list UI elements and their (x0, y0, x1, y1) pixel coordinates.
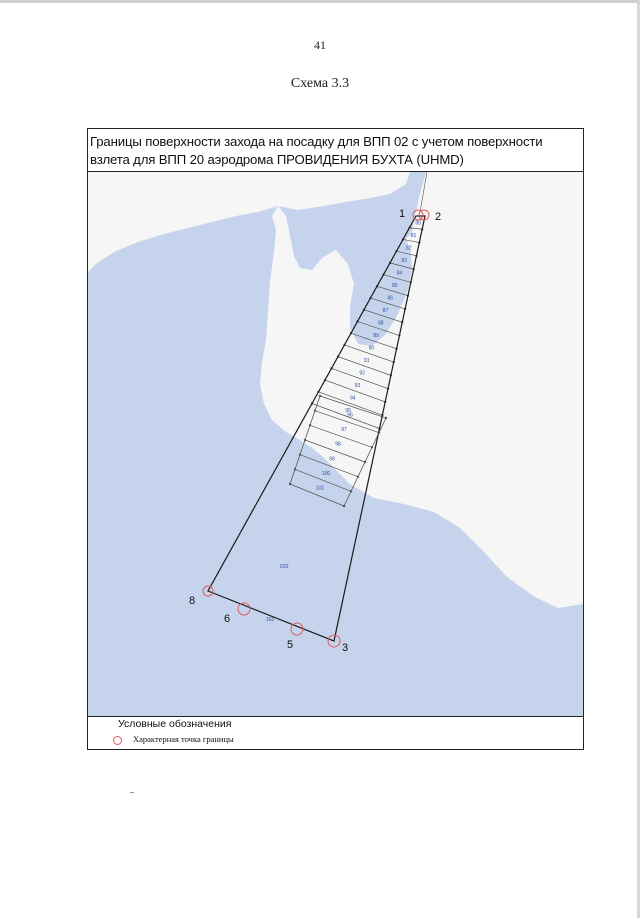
section-label: 90 (368, 345, 375, 352)
section-label-large: 102 (279, 564, 289, 570)
scan-speck (130, 792, 134, 793)
point-8-label: 8 (189, 595, 196, 607)
scheme-label: Схема 3.3 (290, 76, 350, 91)
section-label: 82 (406, 245, 412, 252)
section-label: 95 (345, 407, 351, 414)
point-5-label: 5 (287, 639, 294, 651)
section-label: 94 (349, 395, 356, 402)
map-area (88, 172, 583, 716)
section-label: 93 (354, 382, 361, 389)
section-label: 101 (315, 485, 325, 492)
map-frame (87, 128, 584, 750)
page-number: 41 (314, 38, 326, 52)
map-svg (88, 172, 583, 716)
section-label: 98 (335, 441, 341, 448)
legend (88, 716, 583, 749)
section-label: 85 (392, 282, 398, 289)
section-label: 89 (373, 332, 379, 339)
section-label: 81 (410, 232, 417, 239)
section-label: 100 (321, 471, 331, 477)
map-title: Границы поверхности захода на посадку для ВПП 02 с учетом поверхности взлета для ВПП 20 аэродрома ПРОВИДЕНИЯ БУХТА (UHMD) (88, 129, 583, 172)
section-label-edge: 103 (265, 617, 275, 623)
scan-edge-top (0, 0, 640, 3)
section-label: 92 (359, 370, 365, 377)
section-label: 88 (378, 320, 384, 327)
section-label: 86 (387, 295, 393, 302)
section-label: 96 (347, 412, 353, 419)
section-label: 99 (329, 456, 335, 463)
section-label: 87 (382, 307, 389, 314)
legend-title: Условные обозначения (118, 718, 232, 730)
section-label: 84 (396, 270, 403, 277)
section-label: 83 (401, 257, 407, 264)
circle-marker-icon (113, 736, 122, 745)
legend-item-label: Характерная точка границы (133, 734, 234, 744)
section-label: 97 (341, 427, 347, 433)
point-1-label: 1 (399, 208, 406, 220)
point-6-label: 6 (224, 613, 231, 625)
point-3-label: 3 (342, 642, 349, 654)
point-2-label: 2 (435, 211, 442, 223)
section-label: 80 (415, 220, 421, 227)
section-label: 91 (363, 357, 370, 364)
